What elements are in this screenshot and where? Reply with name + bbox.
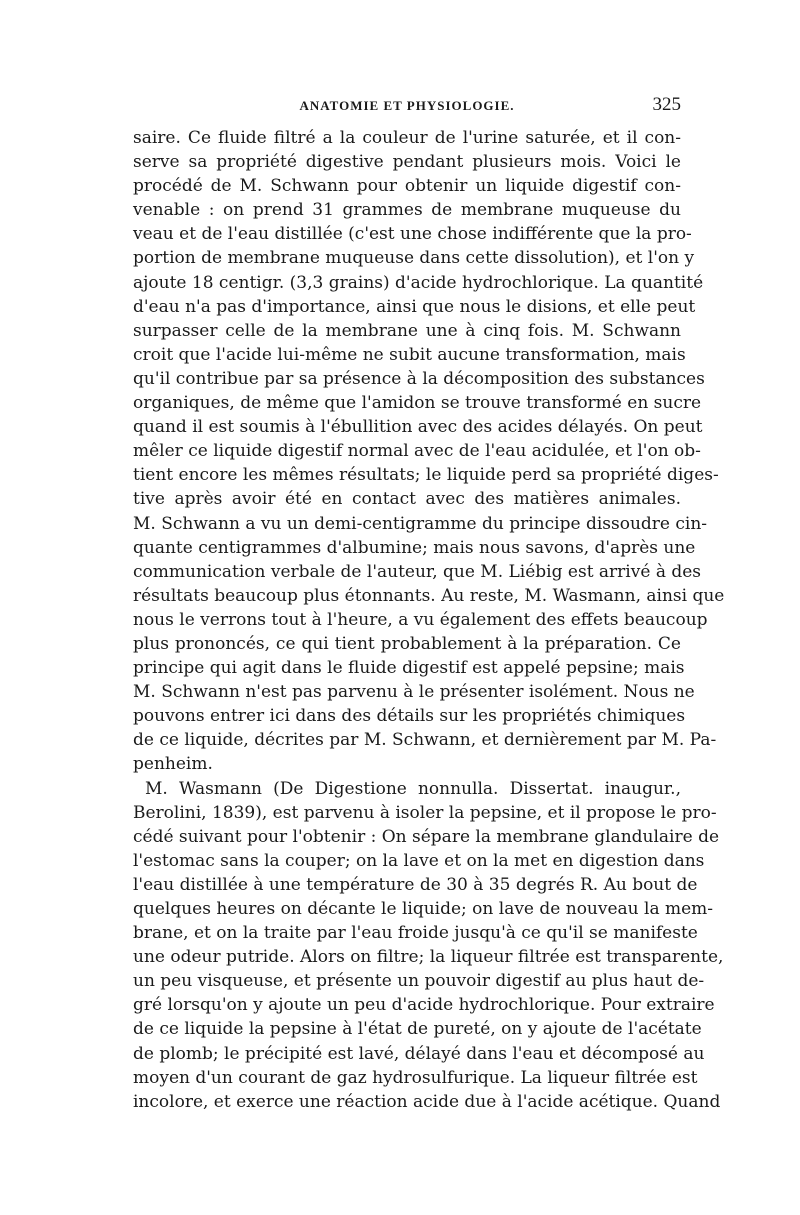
text-line: serve sa propriété digestive pendant plusieurs mois. Voici le xyxy=(133,152,681,173)
text-line: gré lorsqu'on y ajoute un peu d'acide hydrochlorique. Pour extraire xyxy=(133,995,715,1016)
text-line: une odeur putride. Alors on filtre; la liqueur filtrée est transparente, xyxy=(133,947,724,968)
text-line: de ce liquide la pepsine à l'état de pureté, on y ajoute de l'acétate xyxy=(133,1019,702,1040)
text-line: procédé de M. Schwann pour obtenir un liquide digestif con- xyxy=(133,176,681,197)
text-line: veau et de l'eau distillée (c'est une chose indifférente que la pro- xyxy=(133,224,692,245)
body-text xyxy=(133,126,725,1114)
text-line: M. Schwann a vu un demi-centigramme du principe dissoudre cin- xyxy=(133,513,708,534)
text-line: organiques, de même que l'amidon se trouve transformé en sucre xyxy=(133,393,702,414)
text-line: mêler ce liquide digestif normal avec de l'eau acidulée, et l'on ob- xyxy=(133,441,701,462)
text-line: l'eau distillée à une température de 30 à 35 degrés R. Au bout de xyxy=(133,874,698,895)
text-line: saire. Ce fluide filtré a la couleur de l'urine saturée, et il con- xyxy=(133,128,681,148)
text-line: M. Schwann n'est pas parvenu à le présenter isolément. Nous ne xyxy=(133,682,695,703)
running-title: ANATOMIE ET PHYSIOLOGIE. xyxy=(299,98,515,113)
running-head xyxy=(133,94,681,122)
page-number: 325 xyxy=(652,94,681,115)
text-line: un peu visqueuse, et présente un pouvoir digestif au plus haut de- xyxy=(133,971,705,992)
text-line: quand il est soumis à l'ébullition avec des acides délayés. On peut xyxy=(133,417,703,438)
text-line: tient encore les mêmes résultats; le liquide perd sa propriété diges- xyxy=(133,465,719,486)
text-line: de plomb; le précipité est lavé, délayé dans l'eau et décomposé au xyxy=(133,1043,705,1064)
text-line: quante centigrammes d'albumine; mais nous savons, d'après une xyxy=(133,537,696,558)
text-line: plus prononcés, ce qui tient probablement à la préparation. Ce xyxy=(133,633,681,654)
text-line: portion de membrane muqueuse dans cette dissolution), et l'on y xyxy=(133,248,695,269)
text-line: tive après avoir été en contact avec des matières animales. xyxy=(133,489,681,510)
text-line: résultats beaucoup plus étonnants. Au reste, M. Wasmann, ainsi que xyxy=(133,585,725,606)
paragraph-start-line: M. Wasmann (De Digestione nonnulla. Dissertat. inaugur., xyxy=(145,778,681,799)
text-line: cédé suivant pour l'obtenir : On sépare la membrane glandulaire de xyxy=(133,826,720,847)
text-line: principe qui agit dans le fluide digestif est appelé pepsine; mais xyxy=(133,658,685,679)
text-line: Berolini, 1839), est parvenu à isoler la pepsine, et il propose le pro- xyxy=(133,802,717,823)
text-line: moyen d'un courant de gaz hydrosulfurique. La liqueur filtrée est xyxy=(133,1067,698,1088)
text-line: ajoute 18 centigr. (3,3 grains) d'acide hydrochlorique. La quantité xyxy=(133,272,704,293)
text-line: brane, et on la traite par l'eau froide jusqu'à ce qu'il se manifeste xyxy=(133,923,698,944)
paragraph-end-line: penheim. xyxy=(133,754,213,775)
text-line: venable : on prend 31 grammes de membrane muqueuse du xyxy=(133,200,681,221)
text-line: qu'il contribue par sa présence à la décomposition des substances xyxy=(133,368,705,389)
text-line: l'estomac sans la couper; on la lave et on la met en digestion dans xyxy=(133,850,705,871)
text-line: surpasser celle de la membrane une à cinq fois. M. Schwann xyxy=(133,320,681,341)
text-line: communication verbale de l'auteur, que M. Liébig est arrivé à des xyxy=(133,561,702,582)
text-line: incolore, et exerce une réaction acide due à l'acide acétique. Quand xyxy=(133,1091,721,1112)
text-line: pouvons entrer ici dans des détails sur les propriétés chimiques xyxy=(133,706,686,727)
text-line: quelques heures on décante le liquide; on lave de nouveau la mem- xyxy=(133,899,714,919)
text-line: d'eau n'a pas d'importance, ainsi que nous le disions, et elle peut xyxy=(133,296,696,317)
text-line: croit que l'acide lui-même ne subit aucune transformation, mais xyxy=(133,344,686,365)
text-line: nous le verrons tout à l'heure, a vu également des effets beaucoup xyxy=(133,609,708,630)
text-line: de ce liquide, décrites par M. Schwann, et dernièrement par M. Pa- xyxy=(133,730,717,751)
